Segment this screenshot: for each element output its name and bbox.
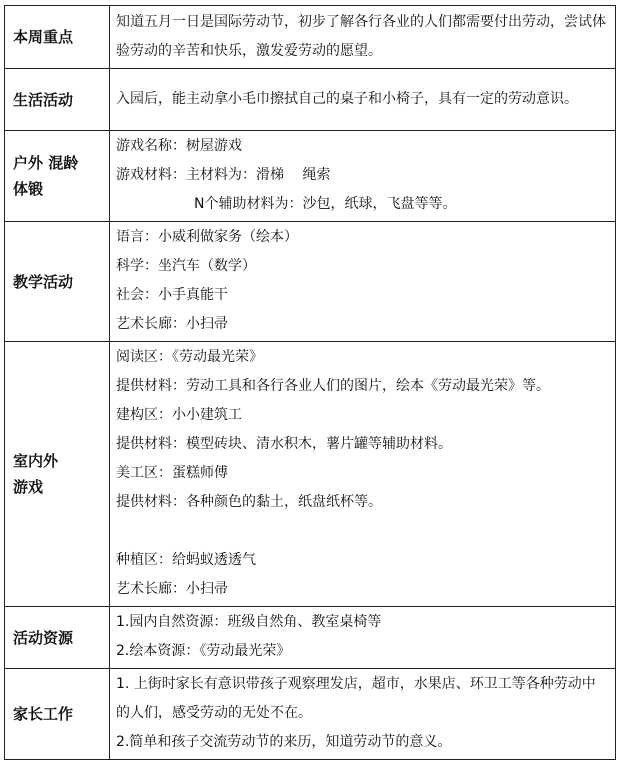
table-row: [5, 342, 616, 607]
table-row: [5, 607, 616, 669]
row-label-text: 教学活动: [13, 272, 74, 291]
row-label-text: 活动资源: [13, 628, 74, 647]
table-row: [5, 669, 616, 760]
content-line: 1. 上街时家长有意识带孩子观察理发店，超市，水果店、环卫工等各种劳动中的人们，感受劳动的无处不在。: [116, 676, 596, 721]
row-content: [110, 131, 616, 222]
content-line: 游戏材料：主材料为：滑梯 绳索: [116, 167, 331, 183]
content-line: 游戏名称：树屋游戏: [116, 138, 242, 154]
table-row: [5, 131, 616, 222]
row-label: [5, 222, 110, 342]
row-label: [5, 69, 110, 131]
row-label-text: 生活活动: [13, 90, 74, 109]
blank-line: [116, 517, 609, 546]
row-label-text: 游戏: [13, 478, 44, 496]
content-line: 2.简单和孩子交流劳动节的来历，知道劳动节的意义。: [116, 734, 452, 750]
row-content: [110, 342, 616, 607]
content-line: 知道五月一日是国际劳动节，初步了解各行各业的人们都需要付出劳动，尝试体验劳动的辛苦和快乐，激发爱劳动的愿望。: [116, 13, 606, 59]
table-row: [5, 6, 616, 69]
content-line: 1.园内自然资源：班级自然角、教室桌椅等: [116, 614, 382, 630]
row-label: [5, 6, 110, 69]
row-label-text: 户外 混龄: [13, 154, 79, 172]
content-line: 阅读区：《劳动最光荣》: [116, 349, 263, 365]
content-line: N个辅助材料为：沙包，纸球，飞盘等等。: [194, 196, 457, 212]
row-label: [5, 342, 110, 607]
row-content: [110, 69, 616, 131]
content-line: 2.绘本资源：《劳动最光荣》: [116, 643, 291, 659]
row-content: [110, 222, 616, 342]
table-row: [5, 222, 616, 342]
row-label: [5, 669, 110, 760]
row-content: [110, 607, 616, 669]
content-line: 社会：小手真能干: [116, 287, 228, 303]
row-label: [5, 131, 110, 222]
content-line: 语言：小威利做家务（绘本）: [116, 229, 298, 245]
row-content: [110, 669, 616, 760]
content-line: 科学：坐汽车（数学）: [116, 258, 256, 274]
row-label-text: 家长工作: [13, 705, 74, 723]
table-row: [5, 69, 616, 131]
content-line: 美工区：蛋糕师傅: [116, 465, 228, 481]
content-line: 提供材料：模型砖块、清水积木，薯片罐等辅助材料。: [116, 436, 452, 452]
content-line: 艺术长廊：小扫帚: [116, 581, 228, 597]
weekly-plan-table: [4, 5, 616, 760]
content-line: 提供材料：劳动工具和各行各业人们的图片，绘本《劳动最光荣》等。: [116, 378, 550, 394]
content-line: 建构区：小小建筑工: [116, 407, 242, 423]
row-label-text: 体锻: [13, 180, 44, 198]
row-content: [110, 6, 616, 69]
row-label: [5, 607, 110, 669]
row-label-text: 本周重点: [13, 28, 74, 46]
content-line: 入园后，能主动拿小毛巾擦拭自己的桌子和小椅子，具有一定的劳动意识。: [116, 90, 578, 107]
content-line: 种植区：给蚂蚁透透气: [116, 552, 256, 568]
content-line: 艺术长廊：小扫帚: [116, 316, 228, 332]
row-label-text: 室内外: [13, 452, 59, 470]
content-line: 提供材料：各种颜色的黏土，纸盘纸杯等。: [116, 494, 382, 510]
